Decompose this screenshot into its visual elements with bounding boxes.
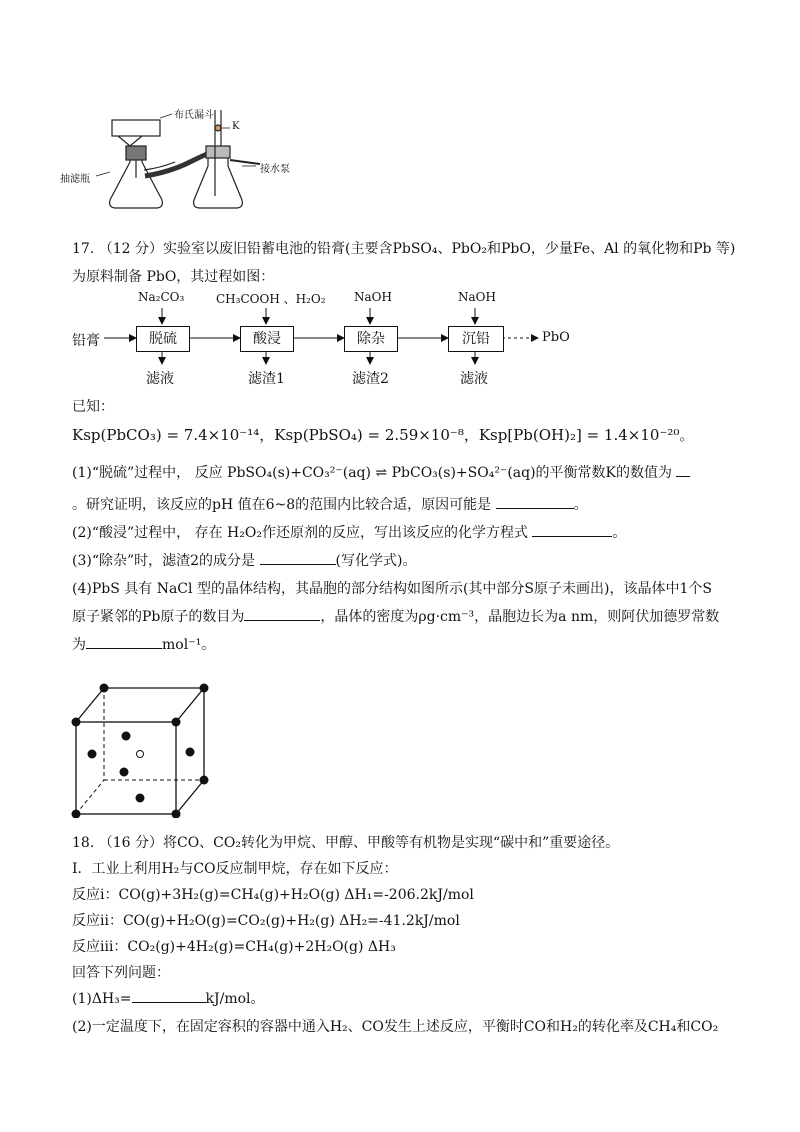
q17-part3-line <box>72 550 416 570</box>
q17-part4b-mid: ，晶体的密度为ρg·cm⁻³，晶胞边长为a nm，则阿伏加德罗常数 <box>320 609 720 625</box>
ksp-values: Ksp(PbCO₃) = 7.4×10⁻¹⁴，Ksp(PbSO₄) = 2.59×10⁻⁸，Ksp[Pb(OH)₂] = 1.4×10⁻²⁰。 <box>72 426 695 444</box>
reaction-1: 反应ⅰ：CO(g)+3H₂(g)=CH₄(g)+H₂O(g) ΔH₁=-206.2kJ/mol <box>72 887 474 903</box>
answer-blank-equation[interactable] <box>532 524 612 537</box>
pb-atom <box>72 810 81 819</box>
q17-part3-text: (3)“除杂”时，滤渣2的成分是 <box>72 553 256 569</box>
q17-part1-line2 <box>72 494 588 514</box>
q18-part1-text: (1)ΔH₃= <box>72 991 132 1007</box>
answer-blank-residue[interactable] <box>260 552 336 565</box>
output-2: 滤渣1 <box>248 371 285 387</box>
unit-cell-drawing <box>68 682 218 818</box>
q17-part1b-text: 。研究证明，该反应的pH 值在6~8的范围内比较合适，原因可能是 <box>72 497 492 513</box>
pb-atom <box>200 776 209 785</box>
s-atom-hollow <box>137 751 144 758</box>
flask-label: 抽滤瓶 <box>60 174 90 185</box>
reagent-2: CH₃COOH 、H₂O₂ <box>216 292 326 306</box>
pump-label: 接水泵 <box>260 164 290 175</box>
q17-part4b-text: 原子紧邻的Pb原子的数目为 <box>72 609 245 625</box>
answer-blank-k[interactable] <box>676 464 690 477</box>
q17-part2-text: (2)“酸浸”过程中， 存在 H₂O₂作还原剂的反应，写出该反应的化学方程式 <box>72 525 528 541</box>
reaction-3: 反应ⅲ：CO₂(g)+4H₂(g)=CH₄(g)+2H₂O(g) ΔH₃ <box>72 939 396 955</box>
face-atom <box>122 732 131 741</box>
flow-start: 铅膏 <box>72 333 100 349</box>
q17-part1b-end: 。 <box>573 497 588 513</box>
q18-part1-end: kJ/mol。 <box>205 991 265 1007</box>
step-box-4: 沉铅 <box>448 326 504 352</box>
step-box-2: 酸浸 <box>240 326 294 352</box>
k-label: K <box>232 121 240 132</box>
answer-blank-ph-reason[interactable] <box>496 496 574 509</box>
face-atom <box>136 794 145 803</box>
known-label: 已知： <box>72 399 114 415</box>
crystal-cell-figure <box>68 682 218 818</box>
answer-prompt: 回答下列问题： <box>72 965 170 981</box>
pb-atom <box>200 684 209 693</box>
filtration-apparatus-figure <box>60 100 360 215</box>
q17-part4-line3 <box>72 634 215 654</box>
step-box-3: 除杂 <box>344 326 398 352</box>
reagent-4: NaOH <box>458 290 496 304</box>
step-box-1: 脱硫 <box>136 326 190 352</box>
reagent-1: Na₂CO₃ <box>138 290 185 304</box>
reaction-2: 反应ⅱ：CO(g)+H₂O(g)=CO₂(g)+H₂(g) ΔH₂=-41.2kJ/mol <box>72 913 460 929</box>
q17-part2-end: 。 <box>612 525 627 541</box>
flow-end: PbO <box>542 330 570 345</box>
q17-part4-line1: (4)PbS 具有 NaCl 型的晶体结构，其晶胞的部分结构如图所示(其中部分S原子未画出)，该晶体中1个S <box>72 581 712 597</box>
output-3: 滤渣2 <box>352 371 389 387</box>
pb-atom <box>172 718 181 727</box>
output-1: 滤液 <box>146 371 174 387</box>
pb-atom <box>100 684 109 693</box>
answer-blank-pb-count[interactable] <box>244 608 320 621</box>
q17-part4c-end: mol⁻¹。 <box>162 637 216 653</box>
q18-intro: 18. （16 分）将CO、CO₂转化为甲烷、甲醇、甲酸等有机物是实现“碳中和”重要途径。 <box>72 835 620 851</box>
process-flowchart <box>72 290 632 390</box>
q18-part2-line: (2)一定温度下，在固定容积的容器中通入H₂、CO发生上述反应，平衡时CO和H₂的转化率及CH₄和CO₂ <box>72 1019 719 1035</box>
face-atom <box>120 768 129 777</box>
face-atom <box>88 750 97 759</box>
pb-atom <box>72 718 81 727</box>
q17-part2-line <box>72 522 626 542</box>
q17-part1-line1 <box>72 462 690 482</box>
q17-part4-line2 <box>72 606 719 626</box>
q17-intro-line1: 17. （12 分）实验室以废旧铅蓄电池的铅膏(主要含PbSO₄、PbO₂和PbO，少量Fe、Al 的氧化物和Pb 等) <box>72 241 736 257</box>
q17-intro-line2: 为原料制备 PbO，其过程如图： <box>72 269 275 285</box>
q17-part4c-text: 为 <box>72 637 86 653</box>
funnel-label: 布氏漏斗 <box>174 110 214 121</box>
answer-blank-avogadro[interactable] <box>86 636 162 649</box>
q17-part1-text: (1)“脱硫”过程中， 反应 PbSO₄(s)+CO₃²⁻(aq) ⇌ PbCO₃(s)+SO₄²⁻(aq)的平衡常数K的数值为 <box>72 465 673 481</box>
q18-part1-heading: Ⅰ．工业上利用H₂与CO反应制甲烷，存在如下反应： <box>72 861 398 877</box>
reagent-3: NaOH <box>354 290 392 304</box>
face-atom <box>186 748 195 757</box>
answer-blank-dh3[interactable] <box>132 990 206 1003</box>
output-4: 滤液 <box>460 371 488 387</box>
q18-part1-line <box>72 988 265 1008</box>
q17-part3-end: (写化学式)。 <box>335 553 417 569</box>
